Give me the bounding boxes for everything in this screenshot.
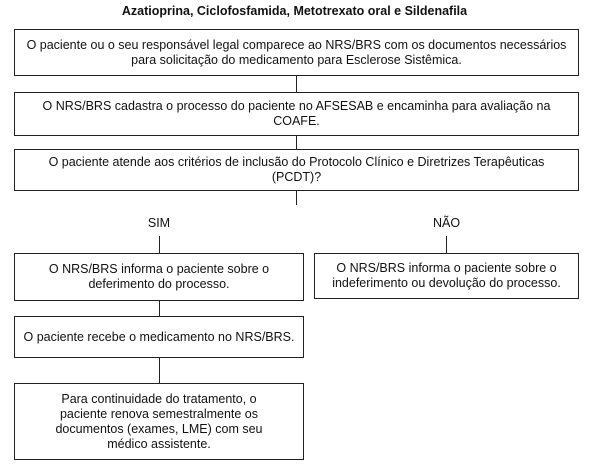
step-comparece: O paciente ou o seu responsável legal comparece ao NRS/BRS com os documentos necessários para solicitação do medicamento para Esclerose Sistêmica.	[14, 29, 579, 76]
connector-deferimento-recebe	[159, 301, 160, 316]
connector-decision-branches	[296, 191, 297, 205]
branch-label-nao: NÃO	[432, 216, 461, 230]
connector-sim-deferimento	[159, 236, 160, 253]
step-cadastra: O NRS/BRS cadastra o processo do paciente no AFSESAB e encaminha para avaliação na COAFE.	[14, 92, 579, 136]
step-recebe-medicamento: O paciente recebe o medicamento no NRS/BRS.	[14, 316, 304, 358]
branch-label-sim: SIM	[147, 216, 171, 230]
connector-step2-step3	[296, 136, 297, 149]
step-indeferimento: O NRS/BRS informa o paciente sobre o indeferimento ou devolução do processo.	[314, 253, 579, 299]
flowchart-title: Azatioprina, Ciclofosfamida, Metotrexato oral e Sildenafila	[121, 4, 468, 18]
step-deferimento: O NRS/BRS informa o paciente sobre o deferimento do processo.	[14, 253, 304, 301]
decision-criterios: O paciente atende aos critérios de inclusão do Protocolo Clínico e Diretrizes Terapêuticas (PCDT)?	[14, 149, 579, 191]
connector-recebe-continuidade	[159, 358, 160, 383]
step-continuidade: Para continuidade do tratamento, o paciente renova semestralmente os documentos (exames, LME) com seu médico assistente.	[14, 383, 304, 460]
connector-step1-step2	[296, 76, 297, 92]
connector-nao-indeferimento	[446, 236, 447, 253]
